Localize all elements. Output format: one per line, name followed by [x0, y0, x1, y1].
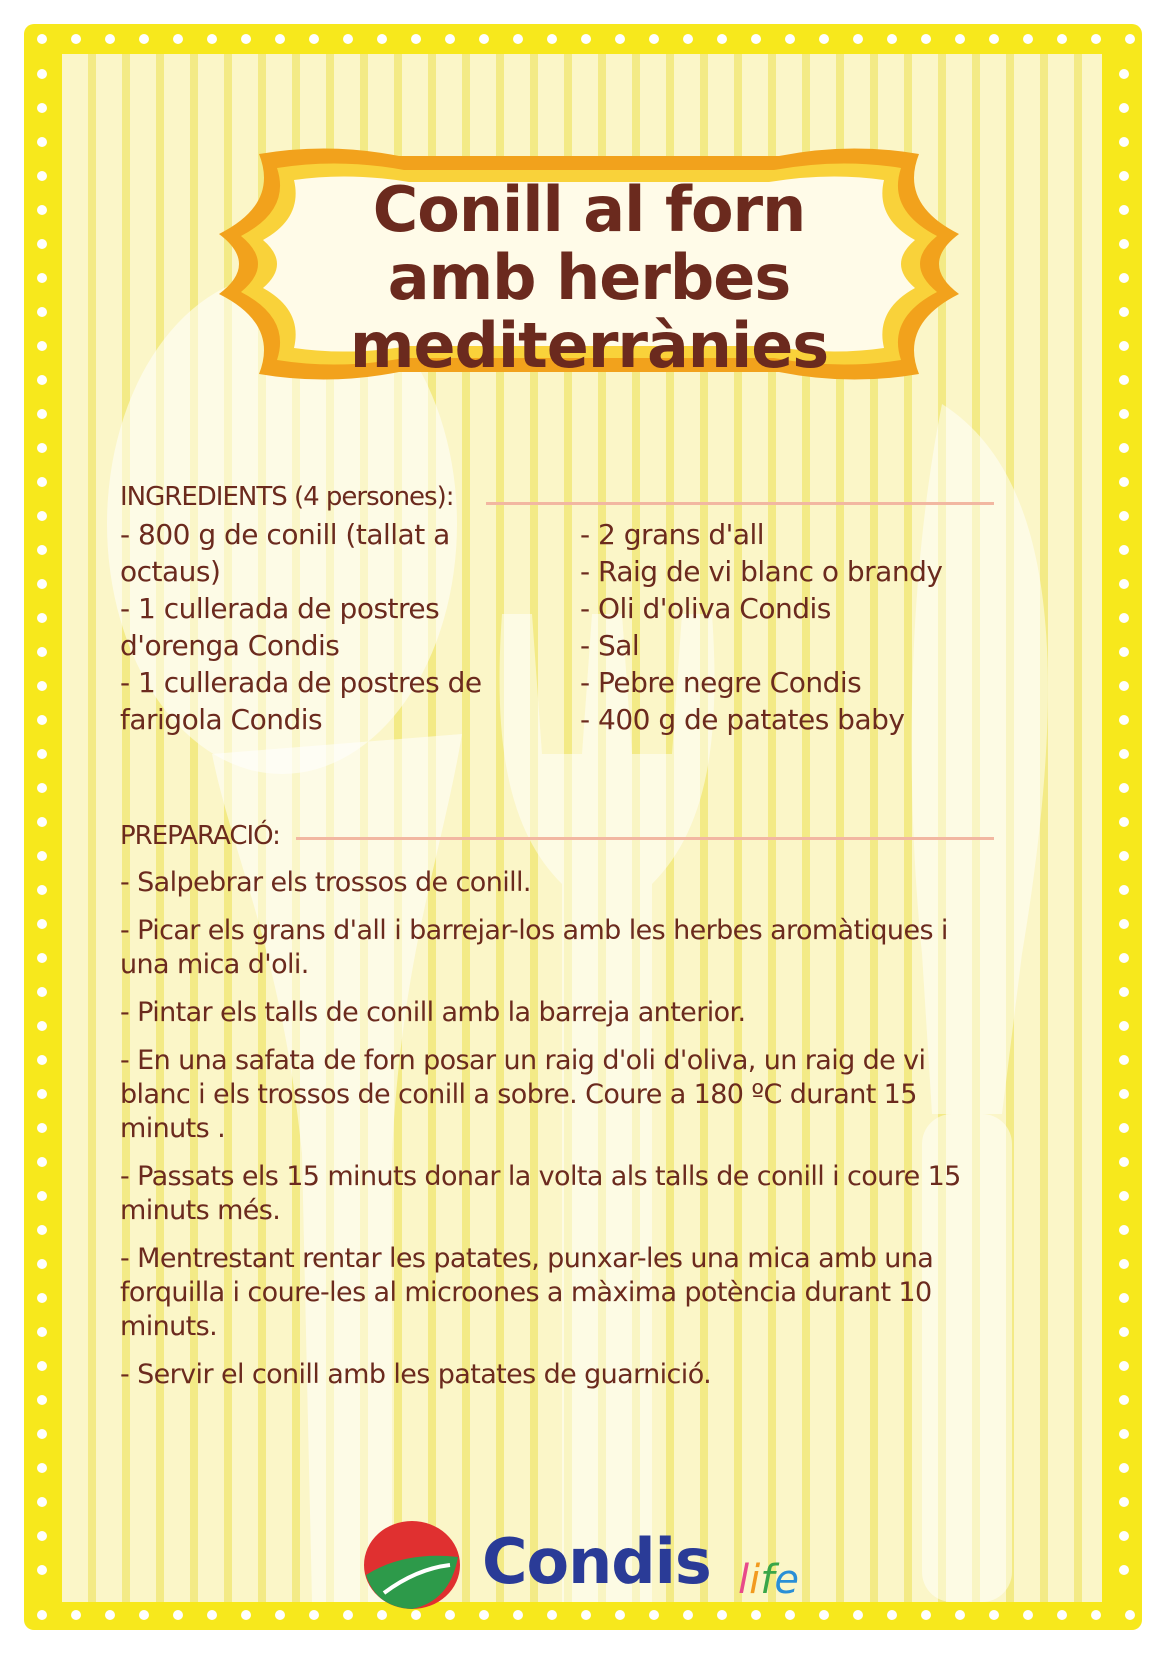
ingredients-label: INGREDIENTS (4 persones): [120, 482, 454, 512]
brand-suffix [738, 1557, 799, 1603]
ingredients-right-column [580, 516, 1000, 738]
title-line-1: Conill al forn [372, 173, 806, 246]
preparation-label: PREPARACIÓ: [120, 821, 280, 851]
preparation-step: - Pintar els talls de conill amb la barreja anterior. [120, 997, 746, 1028]
brand-name: Condis [482, 1525, 711, 1598]
preparation-rule [296, 837, 994, 840]
brand-suffix-letter: e [774, 1557, 799, 1603]
ingredient-item: - 1 cullerada de postres de farigola Condis [120, 666, 482, 736]
ingredient-item: - 800 g de conill (tallat a octaus) [120, 518, 450, 588]
condis-life-logo [354, 1509, 804, 1619]
preparation-steps [120, 866, 1000, 1406]
condis-leaf-icon [354, 1509, 474, 1619]
ingredient-item: - 400 g de patates baby [580, 703, 905, 736]
preparation-step: - Mentrestant rentar les patates, punxar-les una mica amb una forquilla i coure-les al microones a màxima potència durant 10 minuts. [120, 1243, 934, 1342]
title-line-2: amb herbes [387, 241, 791, 314]
preparation-step: - Passats els 15 minuts donar la volta als talls de conill i coure 15 minuts més. [120, 1161, 961, 1226]
recipe-title [199, 173, 979, 382]
ingredient-item: - Sal [580, 629, 640, 662]
brand-suffix-letter: i [749, 1557, 761, 1603]
ingredients-rule [486, 502, 994, 505]
preparation-step: - Salpebrar els trossos de conill. [120, 867, 531, 898]
brand-suffix-letter: f [760, 1557, 775, 1603]
ingredient-item: - Raig de vi blanc o brandy [580, 555, 943, 588]
ingredient-item: - Oli d'oliva Condis [580, 592, 831, 625]
ingredients-left-column [120, 516, 500, 738]
ingredient-item: - Pebre negre Condis [580, 666, 862, 699]
ingredient-item: - 2 grans d'all [580, 518, 765, 551]
preparation-step: - En una safata de forn posar un raig d'oli d'oliva, un raig de vi blanc i els trossos de conill a sobre. Coure a 180 ºC durant 15 minuts . [120, 1045, 926, 1144]
preparation-step: - Servir el conill amb les patates de guarnició. [120, 1359, 712, 1390]
brand-suffix-letter: l [738, 1557, 750, 1603]
preparation-step: - Picar els grans d'all i barrejar-los amb les herbes aromàtiques i una mica d'oli. [120, 915, 948, 980]
title-line-3: mediterrànies [349, 309, 829, 382]
title-badge [199, 134, 979, 394]
ingredient-item: - 1 cullerada de postres d'orenga Condis [120, 592, 440, 662]
recipe-card [24, 24, 1142, 1630]
